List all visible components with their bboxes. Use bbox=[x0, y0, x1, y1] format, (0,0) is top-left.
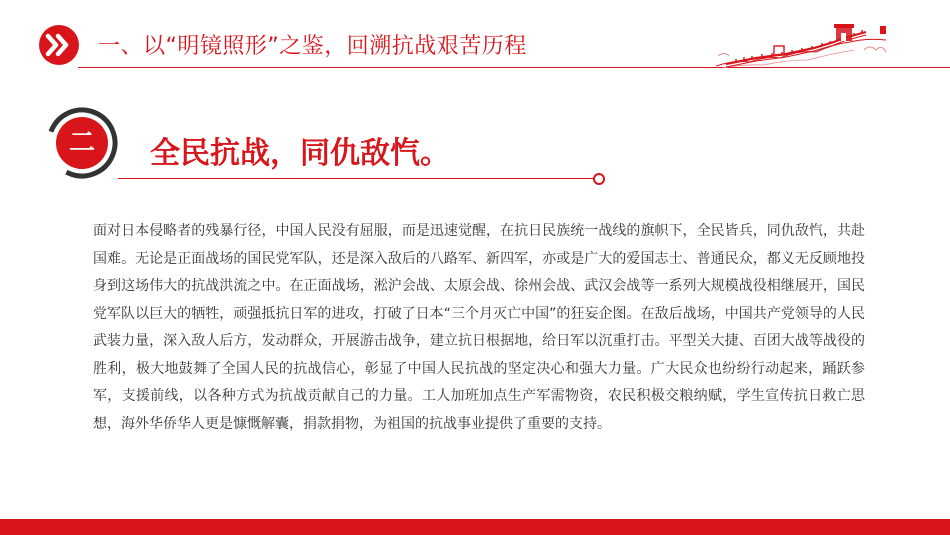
page-title: 一、以“明镜照形”之鉴，回溯抗战艰苦历程 bbox=[98, 34, 527, 59]
section-underline-end-dot bbox=[593, 173, 605, 185]
section-number-badge bbox=[46, 107, 118, 179]
great-wall-icon bbox=[716, 20, 892, 72]
section-underline bbox=[118, 178, 594, 179]
section-title: 全民抗战，同仇敌忾。 bbox=[150, 136, 450, 171]
header-badge bbox=[39, 25, 79, 65]
body-paragraph: 面对日本侵略者的残暴行径，中国人民没有屈服，而是迅速觉醒，在抗日民族统一战线的旗帜下，全民皆兵，同仇敌忾，共赴国难。无论是正面战场的国民党军队，还是深入敌后的八路军、新四军，亦或是广大的爱国志士、普通民众，都义无反顾地投身到这场伟大的抗战洪流之中。在正面战场，淞沪会战、太原会战、徐州会战、武汉会战等一系列大规模战役相继展开，国民党军队以巨大的牺牲，顽强抵抗日军的进攻，打破了日本“三个月灭亡中国”的狂妄企图。在敌后战场，中国共产党领导的人民武装力量，深入敌人后方，发动群众，开展游击战争，建立抗日根据地，给日军以沉重打击。平型关大捷、百团大战等战役的胜利，极大地鼓舞了全国人民的抗战信心，彰显了中国人民抗战的坚定决心和强大力量。广大民众也纷纷行动起来，踊跃参军，支援前线，以各种方式为抗战贡献自己的力量。工人加班加点生产军需物资，农民积极交粮纳赋，学生宣传抗日救亡思想，海外华侨华人更是慷慨解囊，捐款捐物，为祖国的抗战事业提供了重要的支持。 bbox=[93, 223, 865, 432]
double-chevron-right-icon bbox=[39, 25, 79, 65]
footer-bar bbox=[0, 519, 950, 535]
section-number: 二 bbox=[68, 128, 96, 158]
